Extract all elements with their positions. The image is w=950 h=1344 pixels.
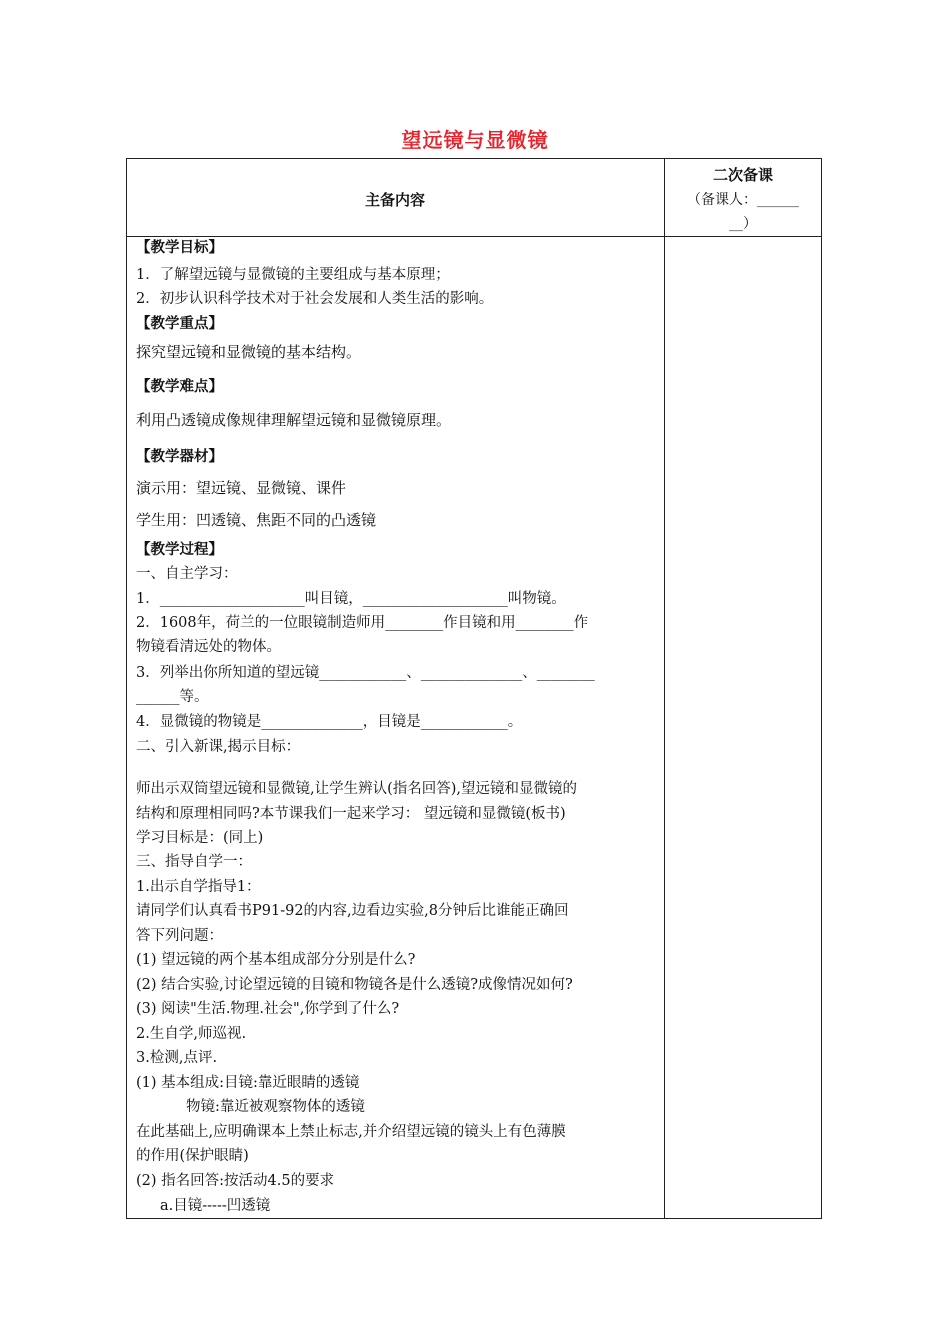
content-line: 1．了解望远镜与显微镜的主要组成与基本原理； <box>136 267 450 283</box>
content-line: 探究望远镜和显微镜的基本结构。 <box>136 343 362 361</box>
content-line: (1) 望远镜的两个基本组成部分分别是什么? <box>136 952 416 968</box>
page-title: 望远镜与显微镜 <box>401 128 549 152</box>
content-line: 物镜看清远处的物体。 <box>136 639 281 655</box>
section-heading-objectives: 【教学目标】 <box>136 240 223 256</box>
content-line: 一、自主学习： <box>136 566 238 582</box>
content-line: (1) 基本组成:目镜:靠近眼睛的透镜 <box>136 1075 360 1091</box>
content-line: 二、引入新课,揭示目标： <box>136 739 301 755</box>
content-line: 师出示双筒望远镜和显微镜,让学生辨认(指名回答),望远镜和显微镜的 <box>136 781 578 797</box>
content-line: (2) 结合实验,讨论望远镜的目镜和物镜各是什么透镜?成像情况如何? <box>136 977 573 993</box>
content-line: 学生用：凹透镜、焦距不同的凸透镜 <box>136 511 377 529</box>
content-line: (3) 阅读"生活.物理.社会",你学到了什么? <box>136 1001 400 1017</box>
table-column-divider <box>664 158 665 1219</box>
content-line: 3.检测,点评. <box>136 1050 218 1066</box>
content-line: 物镜:靠近被观察物体的透镜 <box>186 1099 365 1115</box>
content-line: 3．列举出你所知道的望远镜____________、______________、________ <box>136 665 595 681</box>
content-line: 答下列问题： <box>136 928 223 944</box>
content-line: 1.出示自学指导1： <box>136 879 261 895</box>
content-line: 2．初步认识科学技术对于社会发展和人类生活的影响。 <box>136 291 494 307</box>
content-line: 在此基础上,应明确课本上禁止标志,并介绍望远镜的镜头上有色薄膜 <box>136 1124 566 1140</box>
section-heading-key-points: 【教学重点】 <box>136 316 223 332</box>
table-header-divider <box>126 236 822 237</box>
content-line: 利用凸透镜成像规律理解望远镜和显微镜原理。 <box>136 411 452 429</box>
content-line: 学习目标是：(同上) <box>136 830 264 846</box>
content-line: 2.生自学,师巡视. <box>136 1026 247 1042</box>
content-line: 1．____________________叫目镜，____________________叫物镜。 <box>136 591 566 607</box>
section-heading-materials: 【教学器材】 <box>136 449 223 465</box>
main-content-header: 主备内容 <box>364 191 425 209</box>
content-line: 结构和原理相同吗?本节课我们一起来学习： 望远镜和显微镜(板书) <box>136 806 566 822</box>
content-line: 三、指导自学一： <box>136 854 252 870</box>
content-line: a.目镜-----凹透镜 <box>160 1198 271 1214</box>
content-line: 2．1608年，荷兰的一位眼镜制造师用________作目镜和用________作 <box>136 615 589 631</box>
content-line: 请同学们认真看书P91-92的内容,边看边实验,8分钟后比谁能正确回 <box>136 903 569 919</box>
content-line: ______等。 <box>136 689 209 705</box>
lesson-table <box>126 158 822 1219</box>
preparer-label: （备课人：______ <box>687 192 799 208</box>
content-line: 的作用(保护眼睛) <box>136 1148 249 1164</box>
preparer-blank: __） <box>729 216 757 232</box>
section-heading-difficulties: 【教学难点】 <box>136 379 223 395</box>
content-line: 4．显微镜的物镜是______________，目镜是____________。 <box>136 714 523 730</box>
second-prep-header: 二次备课 <box>712 166 773 184</box>
content-line: 演示用：望远镜、显微镜、课件 <box>136 479 347 497</box>
section-heading-process: 【教学过程】 <box>136 542 223 558</box>
content-line: (2) 指名回答:按活动4.5的要求 <box>136 1173 335 1189</box>
